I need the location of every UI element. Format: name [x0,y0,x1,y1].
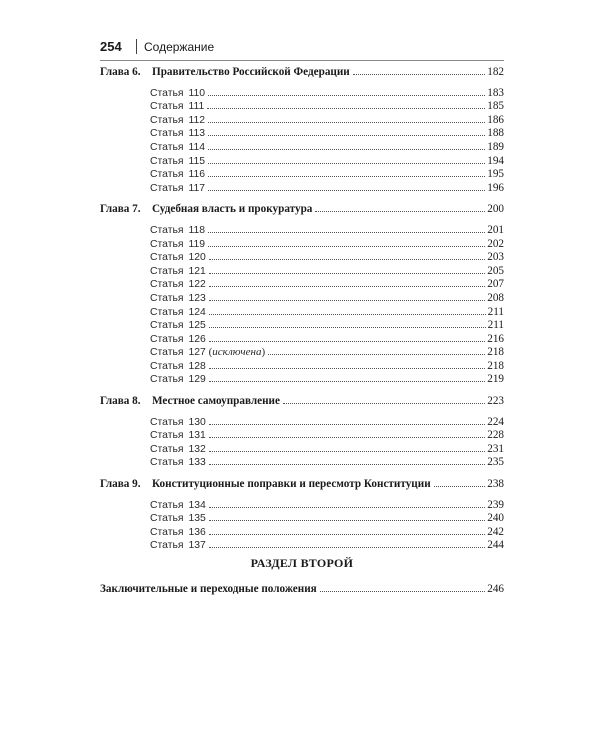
article-label: Статья [150,306,184,318]
article-number: 115 [188,155,206,167]
toc-article-row[interactable] [100,182,504,196]
toc-article-row[interactable] [100,141,504,155]
article-number: 127 [188,347,206,359]
article-heading [150,224,205,238]
article-label: Статья [150,155,184,167]
table-of-contents [100,66,504,553]
article-number: 129 [188,374,206,386]
article-number: 130 [188,416,206,428]
dot-leader [208,135,485,136]
chapter-heading [100,203,312,217]
section-heading: РАЗДЕЛ ВТОРОЙ [250,556,354,570]
article-label: Статья [150,333,184,345]
article-page: 205 [487,264,504,277]
dot-leader [283,403,485,404]
article-page: 224 [487,415,504,428]
toc-article-row[interactable] [100,512,504,526]
article-heading [150,443,206,457]
article-heading [150,306,206,320]
article-number: 120 [188,252,206,264]
article-heading [150,456,206,470]
article-page: 244 [487,539,504,552]
dot-leader [209,424,485,425]
article-number: 125 [188,320,206,332]
chapter-spacer [100,217,504,224]
toc-chapter-row[interactable] [100,395,504,409]
article-page: 242 [487,525,504,538]
toc-article-row[interactable] [100,251,504,265]
article-heading [150,499,206,513]
toc-chapter-row[interactable] [100,478,504,492]
article-label: Статья [150,128,184,140]
article-number: 113 [188,128,206,140]
chapter-title: Правительство Российской Федерации [152,66,350,78]
toc-article-row[interactable] [100,319,504,333]
article-label: Статья [150,265,184,277]
article-heading [150,100,204,114]
article-page: 196 [487,181,504,194]
toc-chapter-row[interactable] [100,66,504,80]
chapter-spacer [100,492,504,499]
article-page: 183 [487,86,504,99]
article-page: 208 [487,291,504,304]
article-heading [150,114,205,128]
article-heading [150,373,206,387]
article-number: 128 [188,360,206,372]
article-label: Статья [150,540,184,552]
dot-leader [208,176,485,177]
article-page: 207 [487,278,504,291]
article-page: 202 [487,237,504,250]
toc-article-row[interactable] [100,373,504,387]
dot-leader [315,211,485,212]
article-number: 111 [188,101,205,113]
article-page: 219 [487,373,504,386]
article-page: 185 [487,100,504,113]
dot-leader [208,95,485,96]
article-page: 231 [487,442,504,455]
article-number: 132 [188,443,206,455]
article-label: Статья [150,141,184,153]
toc-article-row[interactable] [100,114,504,128]
article-label: Статья [150,526,184,538]
article-page: 216 [487,332,504,345]
article-label: Статья [150,443,184,455]
article-heading [150,526,206,540]
article-number: 136 [188,526,206,538]
toc-article-row[interactable] [100,360,504,374]
article-page: 201 [487,223,504,236]
article-page: 203 [487,251,504,264]
page-number: 254 [100,39,122,54]
article-note: исключена [212,346,262,359]
article-number: 114 [188,141,206,153]
article-heading [150,141,205,155]
article-heading [150,251,206,265]
dot-leader [320,591,486,592]
dot-leader [209,381,485,382]
article-heading [150,333,206,347]
dot-leader [208,190,485,191]
article-number: 118 [188,224,206,236]
article-heading [150,360,206,374]
article-label: Статья [150,87,184,99]
article-number: 123 [188,292,206,304]
chapter-page: 223 [487,395,504,408]
dot-leader [209,341,485,342]
chapter-heading [100,395,280,409]
chapter-spacer [100,80,504,87]
dot-leader [209,273,485,274]
chapter-spacer [100,470,504,478]
dot-leader [209,534,485,535]
article-label: Статья [150,347,184,359]
article-heading [150,278,206,292]
article-label: Статья [150,252,184,264]
toc-article-row[interactable] [100,127,504,141]
dot-leader [209,507,485,508]
chapter-spacer [100,387,504,395]
article-label: Статья [150,430,184,442]
toc-article-row[interactable] [100,526,504,540]
toc-article-row[interactable] [100,429,504,443]
article-heading [150,319,206,333]
article-page: 239 [487,498,504,511]
chapter-page: 200 [487,203,504,216]
toc-article-row[interactable] [100,265,504,279]
final-provisions-entry [100,583,504,597]
note-close-paren: ) [261,346,266,359]
article-label: Статья [150,224,184,236]
article-number: 135 [188,513,206,525]
article-label: Статья [150,182,184,194]
article-heading [150,512,206,526]
article-label: Статья [150,360,184,372]
article-number: 112 [188,114,206,126]
article-label: Статья [150,279,184,291]
article-label: Статья [150,101,184,113]
toc-article-row[interactable] [100,333,504,347]
toc-entry-final[interactable] [100,583,504,597]
note-open-paren: ( [205,346,213,359]
article-heading [150,155,205,169]
dot-leader [268,354,485,355]
dot-leader [208,122,485,123]
article-heading [150,87,205,101]
article-page: 235 [487,456,504,469]
dot-leader [209,259,485,260]
article-number: 124 [188,306,206,318]
article-number: 121 [188,265,206,277]
chapter-page: 238 [487,478,504,491]
toc-chapter-row[interactable] [100,203,504,217]
chapter-spacer [100,409,504,416]
dot-leader [209,286,485,287]
dot-leader [209,300,485,301]
chapter-heading [100,66,350,80]
dot-leader [209,451,485,452]
article-label: Статья [150,457,184,469]
article-page: 240 [487,512,504,525]
article-page: 218 [487,359,504,372]
article-number: 133 [188,457,206,469]
running-header [100,38,504,61]
article-label: Статья [150,292,184,304]
toc-article-row[interactable] [100,416,504,430]
toc-article-row[interactable] [100,499,504,513]
article-number: 116 [188,169,206,181]
toc-article-row[interactable] [100,87,504,101]
article-label: Статья [150,499,184,511]
article-page: 195 [487,168,504,181]
dot-leader [209,464,485,465]
article-heading [150,539,206,553]
chapter-heading [100,478,431,492]
article-label: Статья [150,114,184,126]
article-page: 194 [487,154,504,167]
article-number: 119 [188,238,206,250]
toc-article-row[interactable] [100,238,504,252]
toc-article-row[interactable] [100,292,504,306]
chapter-title: Судебная власть и прокуратура [152,203,313,216]
article-label: Статья [150,513,184,525]
article-number: 131 [188,430,206,442]
dot-leader [353,74,485,75]
article-heading [150,416,206,430]
dot-leader [208,163,485,164]
article-page: 218 [487,346,504,359]
dot-leader [209,314,486,315]
article-heading [150,265,206,279]
header-separator [136,39,137,54]
article-page: 186 [487,113,504,126]
article-label: Статья [150,169,184,181]
dot-leader [209,437,485,438]
article-page: 228 [487,429,504,442]
toc-article-row[interactable] [100,278,504,292]
entry-title: Заключительные и переходные положения [100,583,317,595]
dot-leader [208,246,485,247]
chapter-spacer [100,195,504,203]
article-number: 134 [188,499,206,511]
article-heading [150,182,205,196]
chapter-label: Глава 6. [100,66,141,78]
article-label: Статья [150,320,184,332]
chapter-label: Глава 9. [100,478,141,491]
article-heading [150,127,205,141]
dot-leader [209,520,485,521]
article-page: 211 [487,319,504,332]
toc-article-row[interactable] [100,224,504,238]
chapter-label: Глава 8. [100,395,141,408]
dot-leader [434,486,486,487]
article-label: Статья [150,238,184,250]
entry-page: 246 [487,583,504,595]
toc-article-row[interactable] [100,155,504,169]
article-page: 188 [487,127,504,140]
toc-article-row[interactable] [100,443,504,457]
article-page: 211 [487,305,504,318]
toc-article-row[interactable] [100,456,504,470]
toc-article-row[interactable] [100,346,504,360]
dot-leader [208,149,485,150]
dot-leader [209,368,485,369]
article-label: Статья [150,374,184,386]
chapter-label: Глава 7. [100,203,141,216]
article-heading [150,429,206,443]
article-number: 117 [188,182,206,194]
article-number: 137 [188,540,206,552]
article-page: 189 [487,140,504,153]
article-number: 122 [188,279,206,291]
article-number: 126 [188,333,206,345]
article-heading [150,238,205,252]
toc-article-row[interactable] [100,168,504,182]
dot-leader [207,108,485,109]
article-number: 110 [188,87,206,99]
chapter-title: Конституционные поправки и пересмотр Конституции [152,478,431,491]
dot-leader [209,327,486,328]
dot-leader [208,232,485,233]
chapter-title: Местное самоуправление [152,395,280,408]
article-label: Статья [150,416,184,428]
toc-article-row[interactable] [100,306,504,320]
article-heading [150,292,206,306]
toc-article-row[interactable] [100,539,504,553]
toc-article-row[interactable] [100,100,504,114]
dot-leader [209,547,485,548]
article-heading [150,346,265,360]
running-title: Содержание [144,40,215,54]
chapter-page: 182 [487,66,504,78]
article-heading [150,168,205,182]
